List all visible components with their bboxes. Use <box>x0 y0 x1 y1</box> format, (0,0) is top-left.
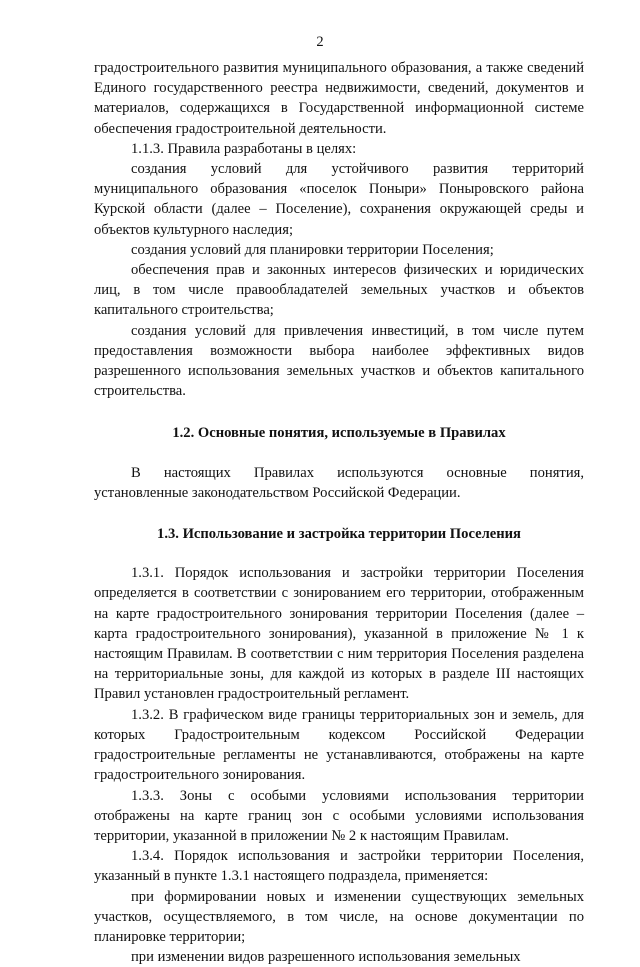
page-number: 2 <box>316 34 324 50</box>
paragraph: 1.3.1. Порядок использования и застройки территории Поселения определяется в соответствии с зонированием его территории, отображенным на карте градостроительного зонирования территории Поселения (далее – карта градостроительного зонирования), указанной в приложение № 1 к настоящим Правилам. В соответствии с ним территория Поселения разделена на территориальные зоны, для каждой из которых в разделе III настоящих Правил установлен градостроительный регламент. <box>94 565 584 703</box>
paragraph: В настоящих Правилах используются основные понятия, установленные законодательством Российской Федерации. <box>94 464 584 501</box>
paragraph: создания условий для планировки территории Поселения; <box>131 241 494 258</box>
paragraph: градостроительного развития муниципального образования, а также сведений Единого государственного реестра недвижимости, сведений, документов и материалов, содержащихся в Государственной информационной системе обеспечения градостроительной деятельности. <box>94 60 584 137</box>
paragraph: при формировании новых и изменении существующих земельных участков, осуществляемого, в том числе, на основе документации по планировке территории; <box>94 888 584 945</box>
paragraph: создания условий для привлечения инвестиций, в том числе путем предоставления возможности выбора наиболее эффективных видов разрешенного использования земельных участков и объектов капитального строительства. <box>94 322 584 400</box>
paragraph: 1.3.2. В графическом виде границы территориальных зон и земель, для которых Градостроительным кодексом Российской Федерации градостроительные регламенты не устанавливаются, отображены на карте градостроительного зонирования. <box>94 706 584 784</box>
paragraph: 1.1.3. Правила разработаны в целях: <box>131 140 357 157</box>
section-heading-1-3: 1.3. Использование и застройка территории Поселения <box>157 526 521 543</box>
paragraph: обеспечения прав и законных интересов физических и юридических лиц, в том числе правообладателей земельных участков и объектов капитального строительства; <box>94 262 584 319</box>
paragraph: создания условий для устойчивого развития территорий муниципального образования «поселок Поныри» Поныровского района Курской области (далее – Поселение), сохранения окружающей среды и объектов культурного наследия; <box>94 161 584 238</box>
paragraph: 1.3.3. Зоны с особыми условиями использования территории отображены на карте границ зон с особыми условиями использования территории, указанной в приложении № 2 к настоящим Правилам. <box>94 787 584 844</box>
paragraph: 1.3.4. Порядок использования и застройки территории Поселения, указанный в пункте 1.3.1 настоящего подраздела, применяется: <box>94 848 584 885</box>
paragraph: при изменении видов разрешенного использования земельных <box>131 949 521 966</box>
section-heading-1-2: 1.2. Основные понятия, используемые в Правилах <box>172 425 506 442</box>
document-body <box>94 58 584 967</box>
